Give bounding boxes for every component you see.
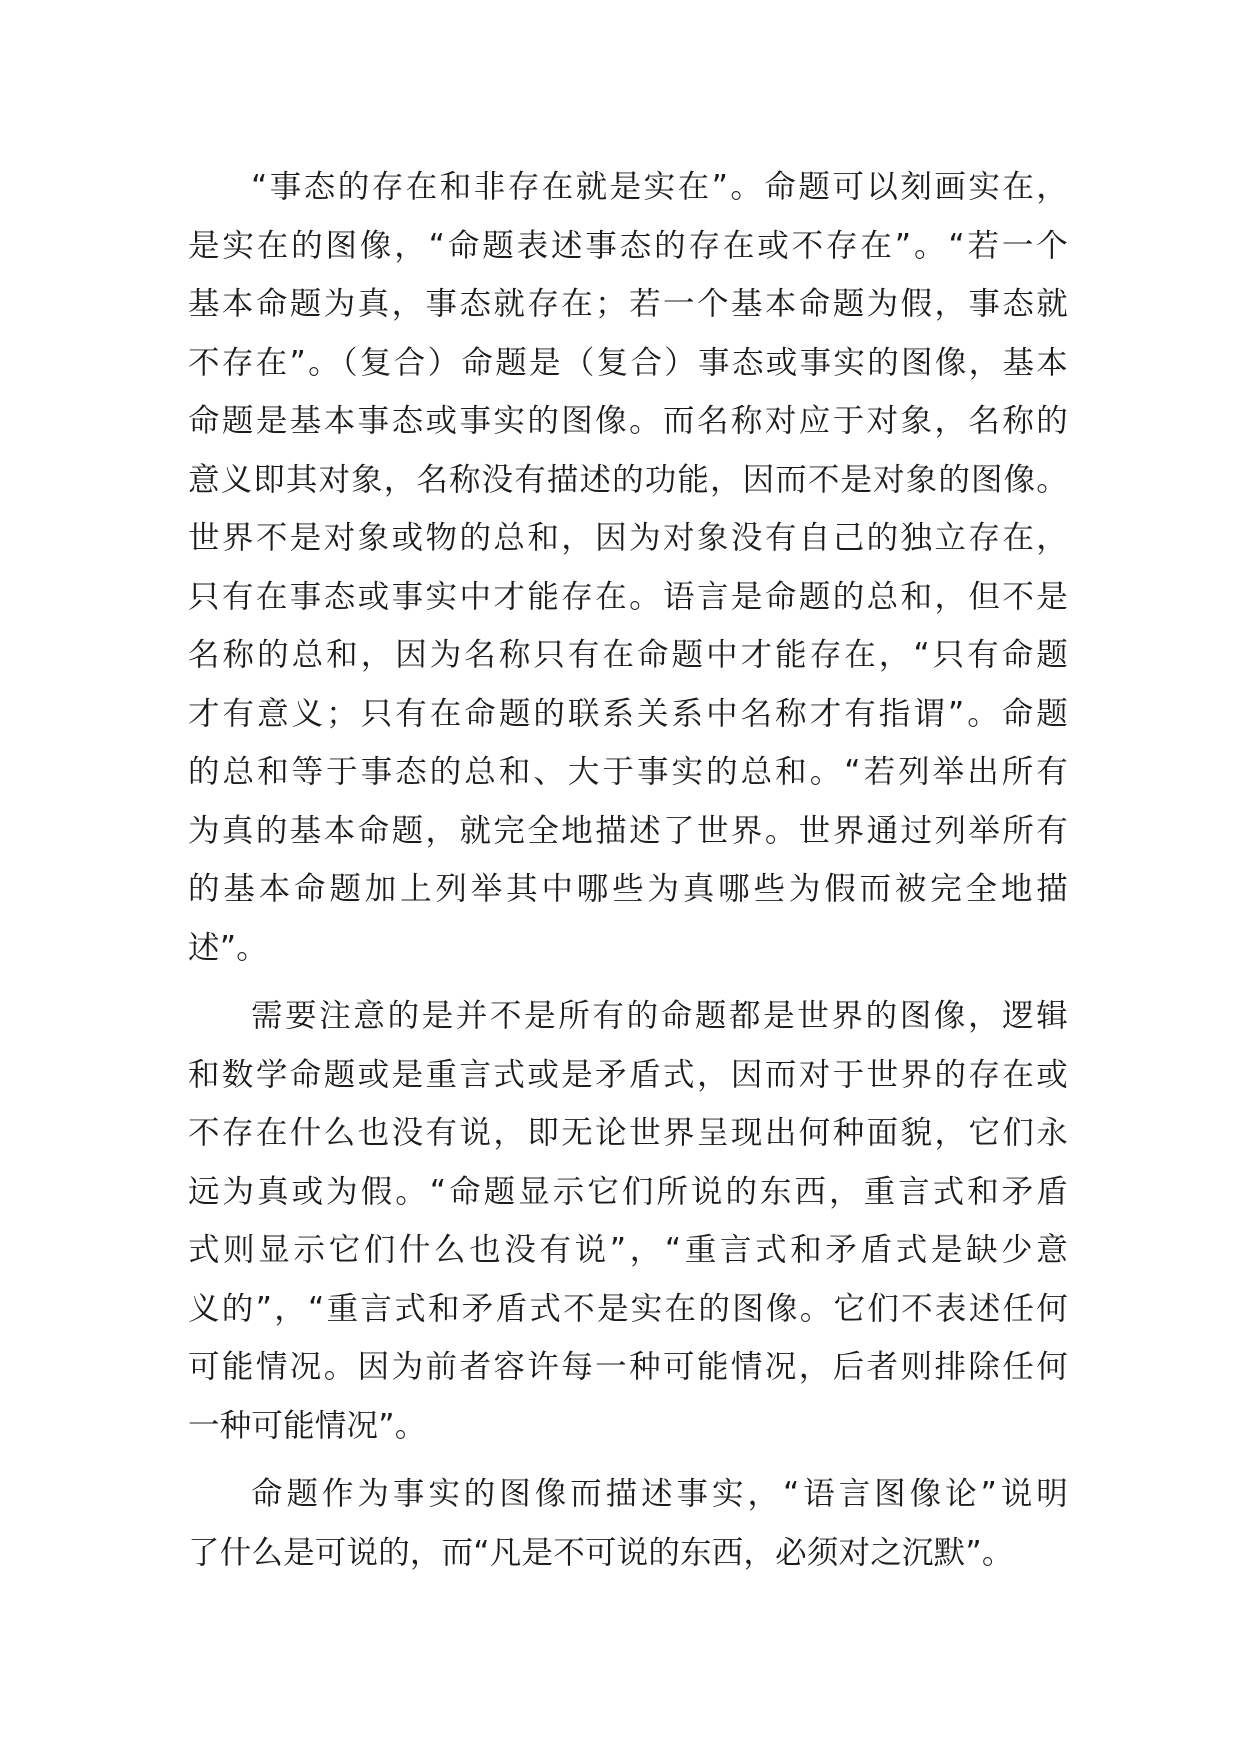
- text-line: 的基本命题加上列举其中哪些为真哪些为假而被完全地描: [188, 871, 1068, 907]
- text-line: 命题是基本事态或事实的图像。而名称对应于对象，名称的: [188, 403, 1068, 439]
- text-line: 世界不是对象或物的总和，因为对象没有自己的独立存在，: [188, 520, 1068, 556]
- text-line: 名称的总和，因为名称只有在命题中才能存在，“只有命题: [188, 637, 1068, 673]
- text-line: 只有在事态或事实中才能存在。语言是命题的总和，但不是: [188, 578, 1068, 615]
- text-line: 义的”，“重言式和矛盾式不是实在的图像。它们不表述任何: [188, 1290, 1068, 1327]
- text-line: 述”。: [188, 929, 268, 966]
- text-line: 命题作为事实的图像而描述事实，“语言图像论”说明: [251, 1476, 1068, 1512]
- paragraph-spacer: [188, 977, 1068, 987]
- paragraph-1: [188, 158, 1068, 977]
- text-line: “事态的存在和非存在就是实在”。命题可以刻画实在，: [251, 169, 1068, 205]
- text-line: 可能情况。因为前者容许每一种可能情况，后者则排除任何: [188, 1349, 1068, 1385]
- body-text: [188, 158, 1068, 1582]
- text-line: 一种可能情况”。: [188, 1407, 427, 1444]
- text-line: 需要注意的是并不是所有的命题都是世界的图像，逻辑: [251, 998, 1068, 1034]
- paragraph-3: [188, 1465, 1068, 1582]
- text-line: 不存在什么也没有说，即无论世界呈现出何种面貌，它们永: [188, 1115, 1068, 1151]
- text-line: 不存在”。（复合）命题是（复合）事态或事实的图像，基本: [188, 344, 1068, 381]
- paragraph-spacer: [188, 1455, 1068, 1465]
- paragraph-2: [188, 987, 1068, 1455]
- text-line: 远为真或为假。“命题显示它们所说的东西，重言式和矛盾: [188, 1173, 1068, 1210]
- text-line: 基本命题为真，事态就存在；若一个基本命题为假，事态就: [188, 286, 1068, 322]
- text-line: 为真的基本命题，就完全地描述了世界。世界通过列举所有: [188, 812, 1068, 849]
- text-line: 了什么是可说的，而“凡是不可说的东西，必须对之沉默”。: [188, 1534, 1014, 1571]
- text-line: 的总和等于事态的总和、大于事实的总和。“若列举出所有: [188, 754, 1068, 790]
- text-line: 式则显示它们什么也没有说”，“重言式和矛盾式是缺少意: [188, 1232, 1068, 1268]
- text-line: 是实在的图像，“命题表述事态的存在或不存在”。“若一个: [188, 227, 1068, 264]
- text-line: 才有意义；只有在命题的联系关系中名称才有指谓”。命题: [188, 695, 1068, 732]
- text-line: 和数学命题或是重言式或是矛盾式，因而对于世界的存在或: [188, 1056, 1068, 1093]
- text-line: 意义即其对象，名称没有描述的功能，因而不是对象的图像。: [188, 461, 1068, 498]
